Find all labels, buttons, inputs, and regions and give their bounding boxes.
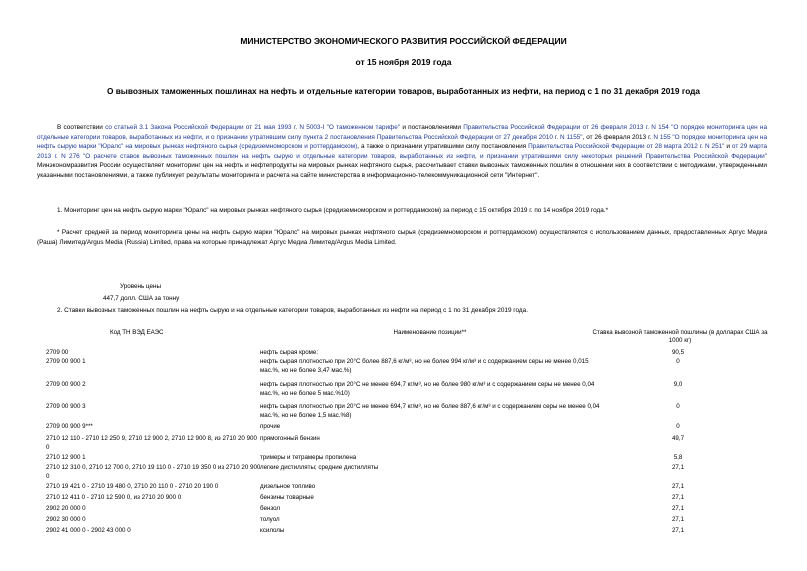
row-rate: 90,5 xyxy=(671,349,685,356)
row-code: 2902 30 000 0 xyxy=(46,516,86,523)
row-name: прямогонный бензин xyxy=(260,435,320,442)
table-row xyxy=(46,358,766,376)
table-row xyxy=(46,464,766,482)
row-code: 2710 12 110 - 2710 12 250 9, 2710 12 900 2, 2710 12 900 8, из 2710 20 900 0 xyxy=(46,435,257,451)
decree-154-link[interactable]: Правительства Российской Федерации от 26 февраля 2013 г. N 154 "О порядке мониторинга цен на отдельные категории товаров, выработанных из нефти, и о признании утратившим силу пункта 2 постановления Правительства Российской Федерации от 27 декабря 2010 г. N 1155" xyxy=(37,124,768,141)
row-name: дизельное топливо xyxy=(260,483,316,490)
price-label: Уровень цены xyxy=(120,283,162,290)
column-header-name: Наименование позиции** xyxy=(393,329,467,336)
row-name: толуол xyxy=(260,516,280,523)
column-header-code: Код ТН ВЭД ЕАЭС xyxy=(110,329,164,336)
intro-paragraph xyxy=(37,123,767,181)
row-rate: 27,1 xyxy=(671,494,685,501)
row-code: 2710 12 411 0 - 2710 12 590 0, из 2710 20 900 0 xyxy=(46,494,182,501)
row-name: тримеры и тетрамеры пропилена xyxy=(260,454,357,461)
row-rate: 27,1 xyxy=(671,505,685,512)
row-name: бензины товарные xyxy=(260,494,314,501)
document-date: от 15 ноября 2019 года xyxy=(355,57,452,67)
row-rate: 0 xyxy=(676,358,680,365)
intro-text-5: и xyxy=(724,143,732,151)
item-2-text: 2. Ставки вывозных таможенных пошлин на нефть сырую и на отдельные категории товаров, выработанных из нефти на период с 1 по 31 декабря 2019 года. xyxy=(57,307,528,314)
intro-text-6: Минэкономразвития России осуществляет мониторинг цен на нефть и нефтепродукты на мировых рынках нефтяного сырья, рассчитывает ставки вывозных таможенных пошлин в отношении них в соответствии с методиками, утвержденными указанными постановлениями, а также публикует результаты мониторинга и расчета на сайте министерства в информационно-телекоммуникационной сети "Интернет". xyxy=(37,162,767,179)
table-row xyxy=(46,527,766,545)
row-name: бензол xyxy=(260,505,281,512)
row-code: 2709 00 900 1 xyxy=(46,358,86,365)
intro-text-3: , от 26 февраля 2013 г. xyxy=(582,133,654,141)
document-title: О вывозных таможенных пошлинах на нефть и отдельные категории товаров, выработанных из нефти, на период с 1 по 31 декабря 2019 года xyxy=(106,86,701,96)
price-value: 447,7 долл. США за тонну xyxy=(103,295,180,302)
footnote-text: * Расчет средней за период мониторинга цены на нефть сырую марки "Юралс" на мировых рынках нефтяного сырья (средиземноморском и роттердамском) осуществляется с использованием данных, предоставленных Аргус Медиа (Раша) Лимитед/Argus Media (Russia) Limited, права на которые принадлежат Аргус Медиа Лимитед/Argus Media Limited. xyxy=(37,229,767,246)
intro-text-1: В соответствии xyxy=(57,124,106,131)
row-name: нефть сырая плотностью при 20°С более 887,6 кг/м³, но не более 994 кг/м³ и с содержанием серы не менее 0,015 мас.%, но не более 3,47 мас.%) xyxy=(260,358,589,374)
row-code: 2709 00 xyxy=(46,349,69,356)
item-1-text: 1. Мониторинг цен на нефть сырую марки "Юралс" на мировых рынках нефтяного сырья (средиземноморском и роттердамском) за период с 15 октября 2019 г. по 14 ноября 2019 года.* xyxy=(57,207,609,214)
row-code: 2902 41 000 0 - 2902 43 000 0 xyxy=(46,527,131,534)
row-code: 2710 12 310 0, 2710 12 700 0, 2710 19 110 0 - 2710 19 350 0 из 2710 20 900 0 xyxy=(46,464,261,480)
ministry-heading: МИНИСТЕРСТВО ЭКОНОМИЧЕСКОГО РАЗВИТИЯ РОССИЙСКОЙ ФЕДЕРАЦИИ xyxy=(240,36,567,46)
row-name: прочие xyxy=(260,423,281,430)
row-code: 2709 00 900 2 xyxy=(46,381,86,388)
row-rate: 49,7 xyxy=(671,435,685,442)
row-rate: 27,1 xyxy=(671,516,685,523)
row-code: 2902 20 000 0 xyxy=(46,505,86,512)
row-name: легкие дистилляты; средние дистилляты xyxy=(260,464,379,471)
intro-text-4: , а также о признании утратившими силу постановления xyxy=(357,143,529,151)
row-name: нефть сырая плотностью при 20°С не менее 694,7 кг/м³, но не более 887,6 кг/м³ и с содержанием серы не менее 0,04 мас.%, но не более 1,5 мас.%8) xyxy=(260,403,600,419)
row-rate: 27,1 xyxy=(671,483,685,490)
row-name: нефть сырая плотностью при 20°С не менее 694,7 кг/м³, но не более 980 кг/м³ и с содержанием серы не менее 0,04 мас.%, но не более 5 мас.%10) xyxy=(260,381,595,397)
row-name: ксилолы xyxy=(260,527,285,534)
row-rate: 0 xyxy=(676,403,680,410)
decree-251-link[interactable]: Правительства Российской Федерации от 28 марта 2012 г. N 251" xyxy=(528,143,725,151)
law-link[interactable]: со статьей 3.1 Закона Российской Федерации от 21 мая 1993 г. N 5003-I "О таможенном тарифе" xyxy=(105,124,401,131)
row-code: 2710 12 900 1 xyxy=(46,454,86,461)
row-code: 2709 00 900 9*** xyxy=(46,423,93,430)
row-rate: 5,8 xyxy=(673,454,683,461)
table-row xyxy=(46,403,766,421)
column-header-rate: Ставка вывозной таможенной пошлины (в долларах США за 1000 кг) xyxy=(592,329,768,344)
row-rate: 0 xyxy=(676,423,680,430)
row-name: нефть сырая кроме: xyxy=(260,349,319,356)
row-rate: 27,1 xyxy=(671,464,685,471)
table-row xyxy=(46,381,766,399)
intro-text-2: и постановлениями xyxy=(400,124,464,131)
table-row xyxy=(46,435,766,453)
row-code: 2710 19 421 0 - 2710 19 480 0, 2710 20 110 0 - 2710 20 190 0 xyxy=(46,483,219,490)
row-rate: 27,1 xyxy=(671,527,685,534)
decree-155-link[interactable]: N 155 "О порядке мониторинга цен на нефть сырую марки "Юралс" на мировых рынках нефтяного сырья (средиземноморском и роттердамском) xyxy=(37,133,767,151)
row-rate: 9,0 xyxy=(673,381,683,388)
row-code: 2709 00 900 3 xyxy=(46,403,86,410)
decree-276-link[interactable]: от 29 марта 2013 г. N 276 "О расчете ставок вывозных таможенных пошлин на нефть сырую и отдельные категории товаров, выработанных из нефти, и признании утратившими силу некоторых решений Правительства Российской Федерации" xyxy=(37,143,767,160)
